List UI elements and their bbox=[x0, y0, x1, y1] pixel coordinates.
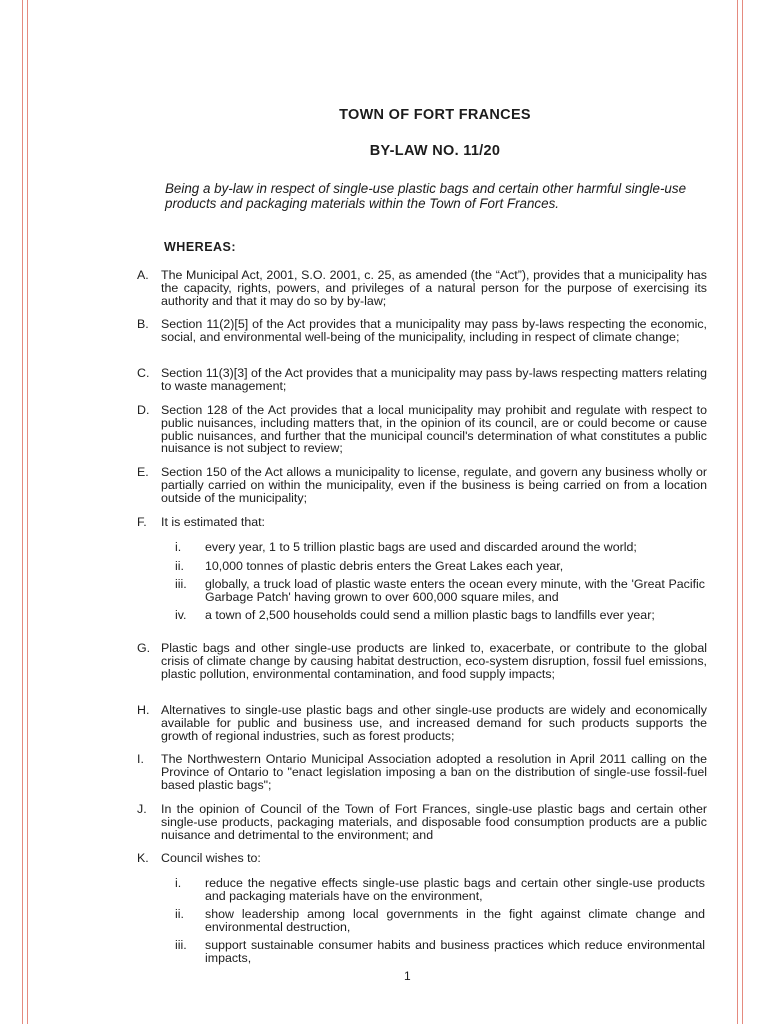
clause-label: C. bbox=[137, 366, 150, 380]
sub-text: globally, a truck load of plastic waste enters the ocean every minute, with the 'Great Pacific Garbage Patch' having grown to over 600,000 square miles, and bbox=[205, 577, 705, 604]
sub-label: iv. bbox=[175, 608, 187, 622]
sub-text: every year, 1 to 5 trillion plastic bags are used and discarded around the world; bbox=[205, 540, 637, 554]
clause-label: H. bbox=[137, 703, 150, 717]
document-page bbox=[137, 0, 709, 1024]
sub-text: show leadership among local governments in the fight against climate change and environmental destruction, bbox=[205, 907, 705, 934]
clause-text: Alternatives to single-use plastic bags and other single-use products are widely and economically available for public and business use, and increased demand for such products supports the growth of regional industries, such as forest products; bbox=[161, 703, 707, 743]
sub-label: ii. bbox=[175, 559, 184, 573]
clause-text: The Northwestern Ontario Municipal Association adopted a resolution in April 2011 calling on the Province of Ontario to "enact legislation imposing a ban on the distribution of single-use fossil-fuel based plastic bags"; bbox=[161, 752, 707, 792]
clause-label: I. bbox=[137, 752, 144, 766]
clause-text: Section 11(2)[5] of the Act provides that a municipality may pass by-laws respecting the economic, social, and environmental well-being of the municipality, including in respect of climate change; bbox=[161, 317, 707, 344]
clause-label: E. bbox=[137, 465, 149, 479]
clause-text: Section 11(3)[3] of the Act provides that a municipality may pass by-laws respecting matters relating to waste management; bbox=[161, 366, 707, 393]
whereas-heading: WHEREAS: bbox=[164, 240, 237, 254]
clause-text: Plastic bags and other single-use products are linked to, exacerbate, or contribute to the global crisis of climate change by causing habitat destruction, eco-system disruption, fossil fuel emissions, plastic pollution, environmental contamination, and food supply impacts; bbox=[161, 641, 707, 681]
clause-text: The Municipal Act, 2001, S.O. 2001, c. 25, as amended (the “Act”), provides that a municipality has the capacity, rights, powers, and privileges of a natural person for the purpose of exercising its authority and that it may do so by by-law; bbox=[161, 268, 707, 308]
sub-text: support sustainable consumer habits and business practices which reduce environmental impacts, bbox=[205, 938, 705, 965]
sub-text: 10,000 tonnes of plastic debris enters the Great Lakes each year, bbox=[205, 559, 564, 573]
clause-text: Section 150 of the Act allows a municipality to license, regulate, and govern any business wholly or partially carried on within the municipality, even if the business is being carried on from a location outside of the municipality; bbox=[161, 465, 707, 505]
clause-label: G. bbox=[137, 641, 151, 655]
town-title: TOWN OF FORT FRANCES bbox=[339, 107, 531, 123]
clause-text: Council wishes to: bbox=[161, 851, 261, 865]
margin-line-left-2 bbox=[27, 0, 28, 1024]
clause-label: K. bbox=[137, 851, 149, 865]
clause-text: In the opinion of Council of the Town of Fort Frances, single-use plastic bags and certain other single-use products, packaging materials, and disposable food consumption products are a public nuisance and detrimental to the environment; and bbox=[161, 802, 707, 842]
sub-text: reduce the negative effects single-use plastic bags and certain other single-use products and packaging materials have on the environment, bbox=[205, 876, 705, 903]
clause-label: D. bbox=[137, 403, 150, 417]
clause-label: A. bbox=[137, 268, 149, 282]
clause-label: F. bbox=[137, 515, 147, 529]
sub-label: iii. bbox=[175, 938, 187, 952]
bylaw-preamble: Being a by-law in respect of single-use plastic bags and certain other harmful single-use products and packaging materials within the Town of Fort Frances. bbox=[165, 181, 687, 211]
margin-line-left-1 bbox=[22, 0, 23, 1024]
clause-label: B. bbox=[137, 317, 149, 331]
sub-label: i. bbox=[175, 540, 182, 554]
clause-text: Section 128 of the Act provides that a local municipality may prohibit and regulate with respect to public nuisances, including matters that, in the opinion of its council, are or could become or cause public nuisances, and further that the municipal council's determination of what constitutes a public nuisance is not subject to review; bbox=[161, 403, 707, 456]
clause-text: It is estimated that: bbox=[161, 515, 265, 529]
sub-text: a town of 2,500 households could send a million plastic bags to landfills ever year; bbox=[205, 608, 655, 622]
margin-line-right-1 bbox=[737, 0, 738, 1024]
sub-label: ii. bbox=[175, 907, 184, 921]
sub-label: iii. bbox=[175, 577, 187, 591]
page-number: 1 bbox=[404, 969, 411, 983]
margin-line-right-2 bbox=[742, 0, 743, 1024]
bylaw-number: BY-LAW NO. 11/20 bbox=[369, 143, 501, 159]
sub-label: i. bbox=[175, 876, 182, 890]
clause-label: J. bbox=[137, 802, 147, 816]
